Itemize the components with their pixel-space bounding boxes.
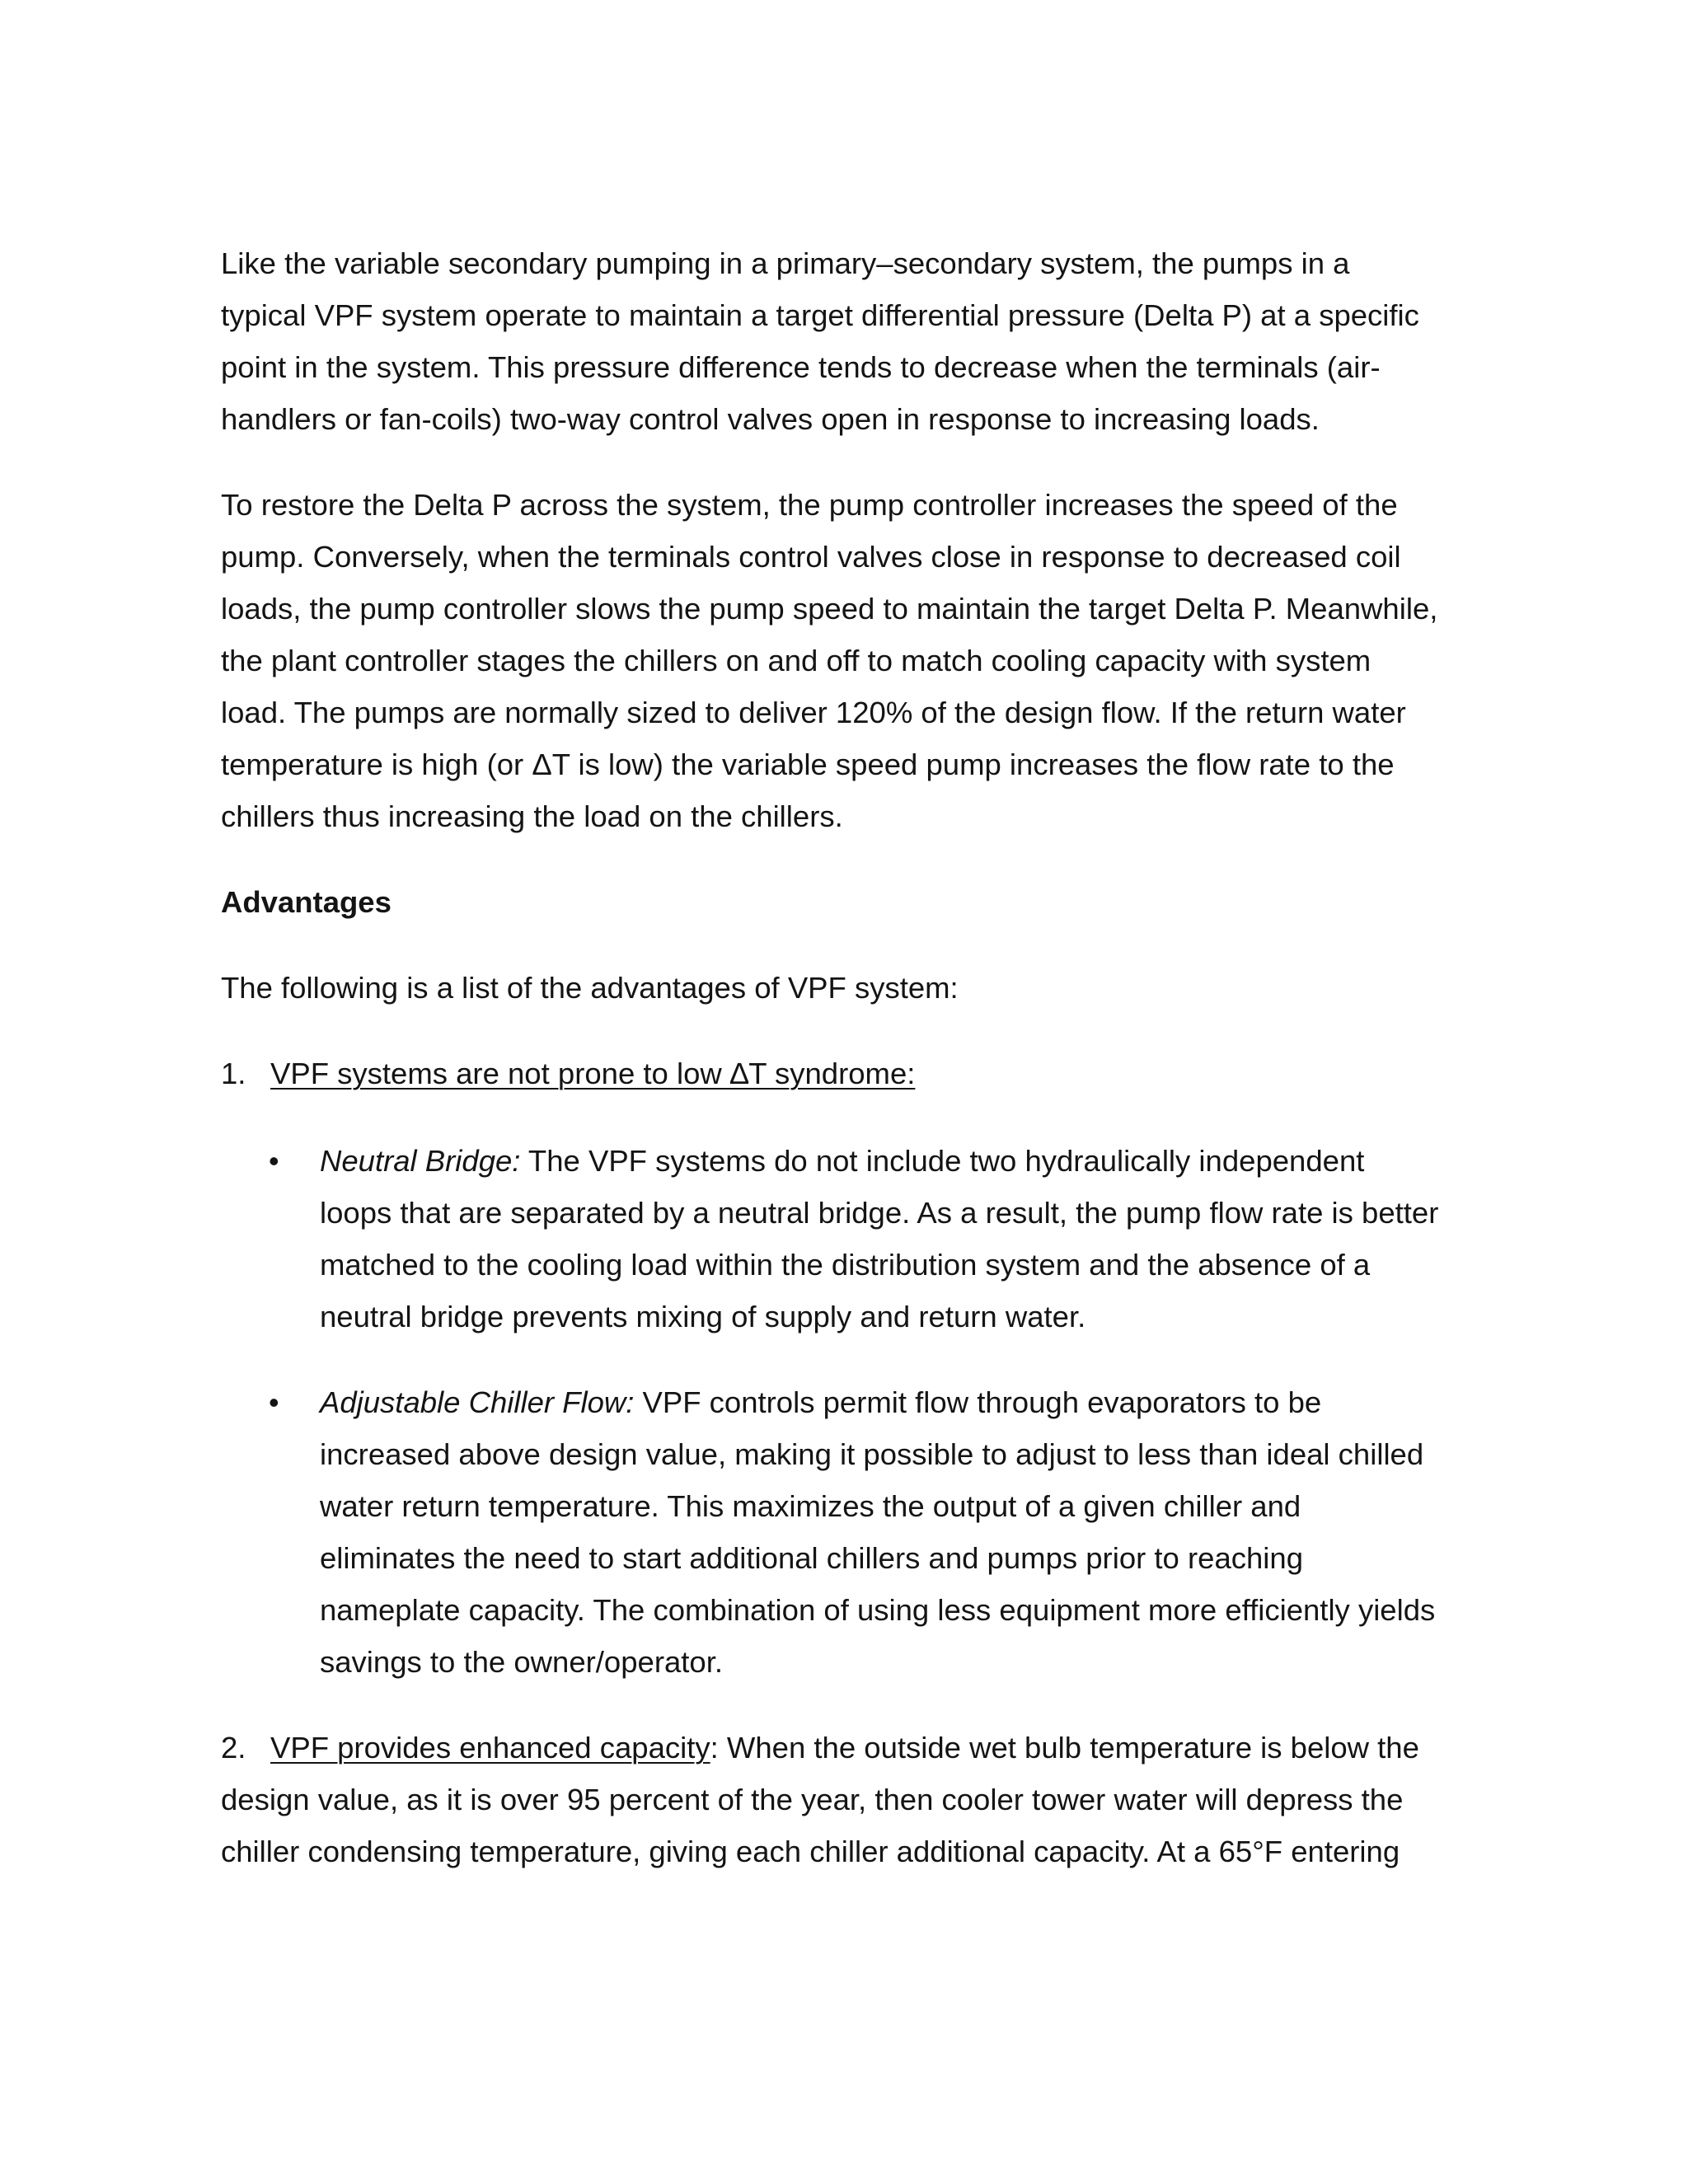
numbered-item-2 — [221, 1722, 1441, 1877]
bullet-item-neutral-bridge — [269, 1135, 1441, 1343]
numbered-item-1 — [221, 1047, 1441, 1099]
bullet-body: The VPF systems do not include two hydraulically independent loops that are separated by a neutral bridge. As a result, the pump flow rate is better matched to the cooling load within the distribution system and the absence of a neutral bridge prevents mixing of supply and return water. — [320, 1144, 1439, 1333]
item-number: 1. — [221, 1057, 246, 1090]
bullet-text — [320, 1376, 1441, 1688]
advantages-intro: The following is a list of the advantages of VPF system: — [221, 971, 959, 1005]
paragraph-delta-p-control: To restore the Delta P across the system, the pump controller increases the speed of the pump. Conversely, when the terminals control valves close in response to decreased coil loads, the pump controller slows the pump speed to maintain the target Delta P. Meanwhile, the plant controller stages the chillers on and off to match cooling capacity with system load. The pumps are normally sized to deliver 120% of the design flow. If the return water temperature is high (or ΔT is low) the variable speed pump increases the flow rate to the chillers thus increasing the load on the chillers. — [221, 488, 1438, 833]
item-number: 2. — [221, 1731, 246, 1765]
item-title-enhanced-capacity: VPF provides enhanced capacity — [270, 1731, 710, 1765]
item-body: : When the outside wet bulb temperature is below the design value, as it is over 95 percent of the year, then cooler tower water will depress the chiller condensing temperature, giving each chiller additional capacity. At a 65°F entering — [221, 1731, 1419, 1868]
bullet-text — [320, 1135, 1441, 1343]
bullet-label: Adjustable Chiller Flow: — [320, 1385, 635, 1419]
bullet-body: VPF controls permit flow through evaporators to be increased above design value, making it possible to adjust to less than ideal chilled water return temperature. This maximizes the output of a given chiller and eliminates the need to start additional chillers and pumps prior to reaching nameplate capacity. The combination of using less equipment more efficiently yields savings to the owner/operator. — [320, 1385, 1436, 1679]
item-title-low-delta-t: VPF systems are not prone to low ∆T syndrome: — [270, 1057, 916, 1090]
bullet-item-adjustable-chiller-flow — [269, 1376, 1441, 1688]
bullet-icon: • — [269, 1144, 279, 1178]
bullet-list — [269, 1135, 1441, 1688]
bullet-label: Neutral Bridge: — [320, 1144, 521, 1178]
document-body — [221, 237, 1441, 1877]
paragraph-vpf-pumping: Like the variable secondary pumping in a primary–secondary system, the pumps in a typical VPF system operate to maintain a target differential pressure (Delta P) at a specific point in the system. This pressure difference tends to decrease when the terminals (air-handlers or fan-coils) two-way control valves open in response to increasing loads. — [221, 246, 1419, 436]
bullet-icon: • — [269, 1385, 279, 1419]
section-heading-advantages: Advantages — [221, 885, 392, 919]
